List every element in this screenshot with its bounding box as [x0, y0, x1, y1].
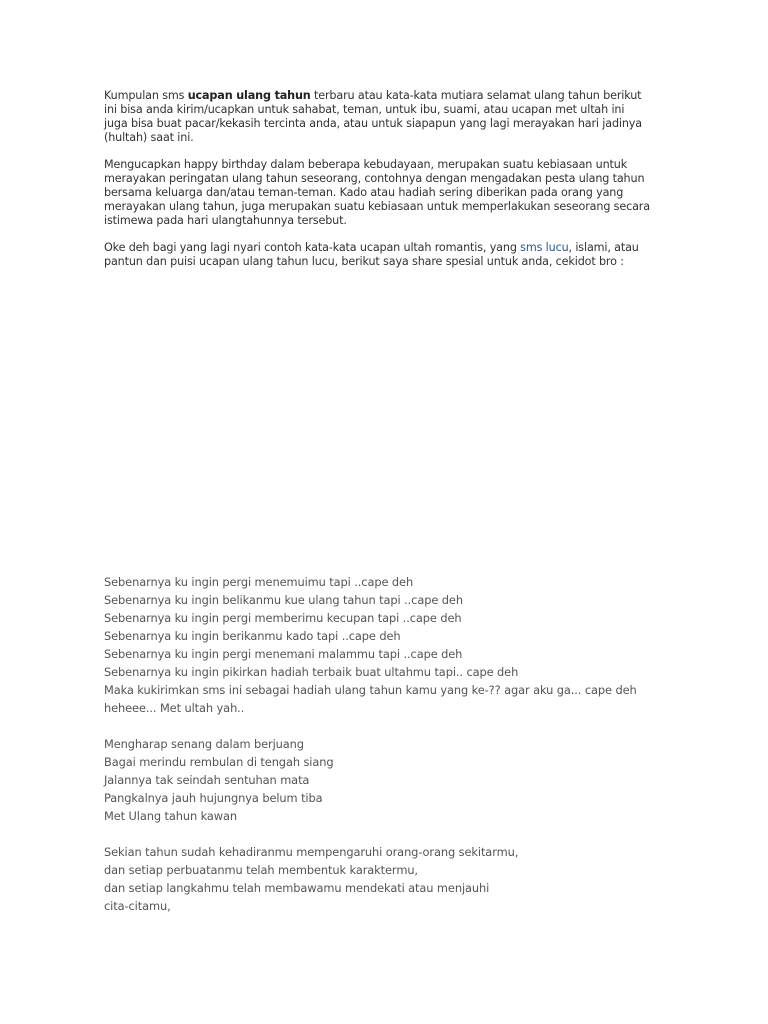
- poem-line: dan setiap perbuatanmu telah membentuk karaktermu,: [104, 863, 418, 877]
- text: Oke deh bagi yang lagi nyari contoh kata-kata ucapan ultah romantis, yang: [104, 241, 521, 254]
- poem-1: [104, 573, 637, 717]
- poem-line: Maka kukirimkan sms ini sebagai hadiah ulang tahun kamu yang ke-?? agar aku ga... cape deh: [104, 683, 637, 697]
- text-line: [104, 241, 650, 255]
- poem-line: dan setiap langkahmu telah membawamu mendekati atau menjauhi: [104, 881, 490, 895]
- poem-line: Sebenarnya ku ingin pikirkan hadiah terbaik buat ultahmu tapi.. cape deh: [104, 665, 519, 679]
- poems-section: [104, 573, 637, 933]
- text-line: ini bisa anda kirim/ucapkan untuk sahabat, teman, untuk ibu, suami, atau ucapan met ultah ini: [104, 103, 625, 116]
- poem-3: [104, 843, 637, 915]
- poem-line: Pangkalnya jauh hujungnya belum tiba: [104, 791, 323, 805]
- poem-line: Mengharap senang dalam berjuang: [104, 737, 304, 751]
- poem-line: Sebenarnya ku ingin pergi menemuimu tapi ..cape deh: [104, 575, 414, 589]
- text-line: merayakan ulang tahun, juga merupakan suatu kebiasaan untuk memperlakukan seseorang secara: [104, 200, 650, 213]
- text: Kumpulan sms: [104, 89, 188, 102]
- text-line: merayakan peringatan ulang tahun seseorang, contohnya dengan mengadakan pesta ulang tahun: [104, 172, 645, 185]
- text-line: [104, 89, 650, 103]
- poem-line: Sebenarnya ku ingin belikanmu kue ulang tahun tapi ..cape deh: [104, 593, 463, 607]
- intro-section: [104, 89, 650, 282]
- intro-paragraph-3: [104, 241, 650, 269]
- poem-line: Sekian tahun sudah kehadiranmu mempengaruhi orang-orang sekitarmu,: [104, 845, 519, 859]
- poem-line: Sebenarnya ku ingin pergi menemani malammu tapi ..cape deh: [104, 647, 463, 661]
- poem-line: Bagai merindu rembulan di tengah siang: [104, 755, 334, 769]
- intro-paragraph-2: [104, 158, 650, 228]
- text-line: Mengucapkan happy birthday dalam beberapa kebudayaan, merupakan suatu kebiasaan untuk: [104, 158, 628, 171]
- poem-line: Sebenarnya ku ingin pergi memberimu kecupan tapi ..cape deh: [104, 611, 462, 625]
- text-line: (hultah) saat ini.: [104, 131, 194, 144]
- text-line: pantun dan puisi ucapan ulang tahun lucu, berikut saya share spesial untuk anda, cekidot bro :: [104, 255, 624, 268]
- poem-line: Sebenarnya ku ingin berikanmu kado tapi ..cape deh: [104, 629, 401, 643]
- poem-line: Jalannya tak seindah sentuhan mata: [104, 773, 310, 787]
- poem-line: heheee... Met ultah yah..: [104, 701, 245, 715]
- sms-lucu-link[interactable]: sms lucu: [520, 241, 569, 254]
- poem-2: [104, 735, 637, 825]
- intro-paragraph-1: [104, 89, 650, 145]
- text-line: juga bisa buat pacar/kekasih tercinta anda, atau untuk siapapun yang lagi merayakan hari jadinya: [104, 117, 642, 130]
- poem-line: cita-citamu,: [104, 899, 171, 913]
- poem-line: Met Ulang tahun kawan: [104, 809, 237, 823]
- text-line: istimewa pada hari ulangtahunnya tersebut.: [104, 214, 347, 227]
- text: terbaru atau kata-kata mutiara selamat ulang tahun berikut: [310, 89, 642, 102]
- text-line: bersama keluarga dan/atau teman-teman. Kado atau hadiah sering diberikan pada orang yang: [104, 186, 624, 199]
- text: , islami, atau: [568, 241, 639, 254]
- bold-keyword: ucapan ulang tahun: [187, 89, 311, 102]
